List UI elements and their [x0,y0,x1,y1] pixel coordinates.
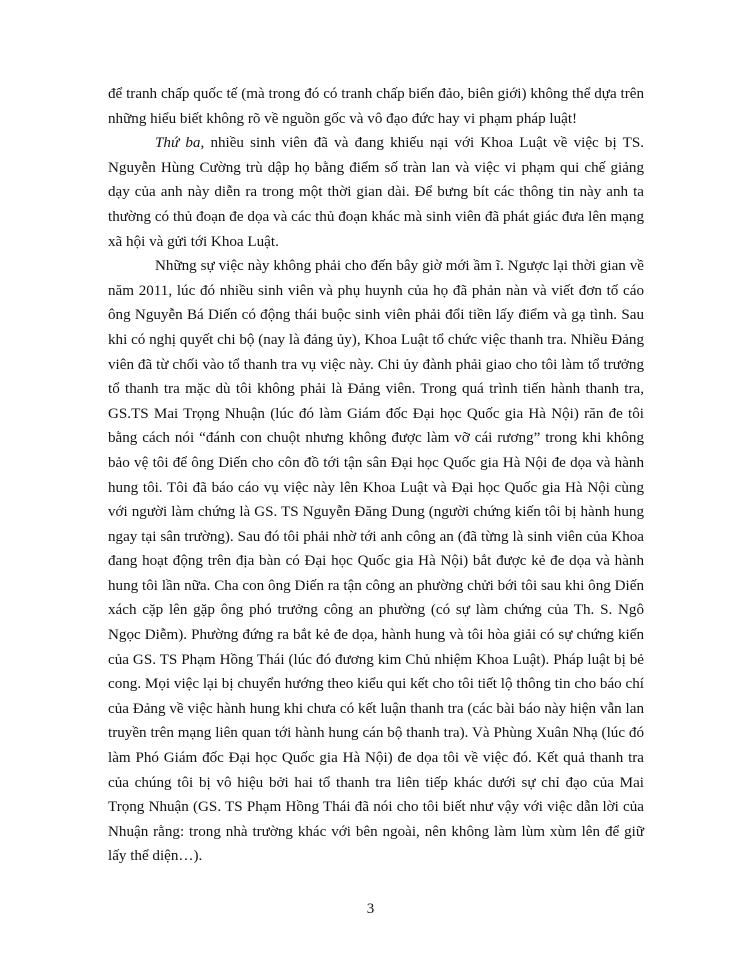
paragraph-text: để tranh chấp quốc tế (mà trong đó có tranh chấp biển đảo, biên giới) không thể dựa trên những hiểu biết không rõ về nguồn gốc và vô đạo đức hay vi phạm pháp luật! [108,86,644,127]
page-number: 3 [366,901,375,917]
paragraph-thu-ba [108,131,644,254]
paragraph-main [108,254,644,869]
document-body [108,82,644,869]
paragraph-text: , nhiều sinh viên đã và đang khiếu nại với Khoa Luật về việc bị TS. Nguyễn Hùng Cường trù dập họ bằng điểm số tràn lan và việc vi phạm qui chế giảng dạy của anh này diễn ra trong một thời gian dài. Để bưng bít các thông tin này anh ta thường có thủ đoạn đe dọa và các thủ đoạn khác mà sinh viên đã phát giác đưa lên mạng xã hội và gửi tới Khoa Luật. [108,135,644,250]
paragraph-continuation [108,82,644,131]
paragraph-lead-italic: Thứ ba [155,135,201,152]
paragraph-text: Những sự việc này không phải cho đến bây giờ mới ầm ĩ. Ngược lại thời gian về năm 2011, lúc đó nhiều sinh viên và phụ huynh của họ đã phản nàn và viết đơn tố cáo ông Nguyễn Bá Diến có động thái buộc sinh viên phải đổi tiền lấy điểm và gạ tình. Sau khi có nghị quyết chi bộ (nay là đảng ủy), Khoa Luật tổ chức việc thanh tra. Nhiều Đảng viên đã từ chối vào tổ thanh tra vụ việc này. Chi ủy đành phải giao cho tôi làm tổ trưởng tổ thanh tra mặc dù tôi không phải là Đảng viên. Trong quá trình tiến hành thanh tra, GS.TS Mai Trọng Nhuận (lúc đó làm Giám đốc Đại học Quốc gia Hà Nội) răn đe tôi bằng cách nói “đánh con chuột nhưng không được làm vỡ cái rương” trong khi không bảo vệ tôi để ông Diến cho côn đồ tới tận sân Đại học Quốc gia Hà Nội đe dọa và hành hung tôi. Tôi đã báo cáo vụ việc này lên Khoa Luật và Đại học Quốc gia Hà Nội cùng với người làm chứng là GS. TS Nguyễn Đăng Dung (người chứng kiến tôi bị hành hung ngay tại sân trường). Sau đó tôi phải nhờ tới anh công an (đã từng là sinh viên của Khoa đang hoạt động trên địa bàn có Đại học Quốc gia Hà Nội) bắt được kẻ đe dọa và hành hung tôi lần nữa. Cha con ông Diến ra tận công an phường chửi bới tôi sau khi ông Diến xách cặp lên gặp ông phó trưởng công an phường (có sự làm chứng của Th. S. Ngô Ngọc Diễm). Phường đứng ra bắt kẻ đe dọa, hành hung và tôi hòa giải có sự chứng kiến của GS. TS Phạm Hồng Thái (lúc đó đương kim Chủ nhiệm Khoa Luật). Pháp luật bị bẻ cong. Mọi việc lại bị chuyển hướng theo kiểu qui kết cho tôi tiết lộ thông tin cho báo chí của Đảng về việc hành hung khi chưa có kết luận thanh tra (các bài báo này hiện vẫn lan truyền trên mạng liên quan tới hành hung cán bộ thanh tra). Và Phùng Xuân Nhạ (lúc đó làm Phó Giám đốc Đại học Quốc gia Hà Nội) đe dọa tôi về việc đó. Kết quả thanh tra của chúng tôi bị vô hiệu bởi hai tổ thanh tra liên tiếp khác dưới sự chỉ đạo của Mai Trọng Nhuận (GS. TS Phạm Hồng Thái đã nói cho tôi biết như vậy với việc dẫn lời của Nhuận rằng: trong nhà trường khác với bên ngoài, nên không làm lùm xùm lên để giữ lấy thể diện…). [108,258,644,865]
